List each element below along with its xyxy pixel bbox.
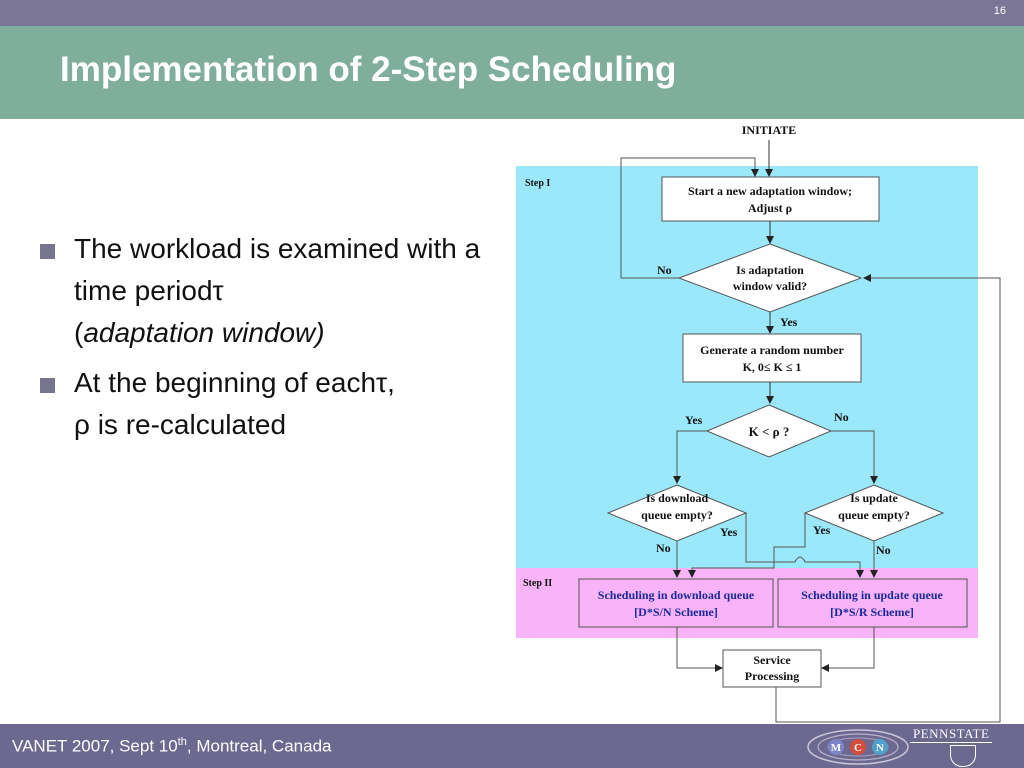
valid-diamond-line1: Is adaptation xyxy=(736,263,804,277)
footer-date: VANET 2007, Sept 10 xyxy=(12,736,178,756)
update-yes-label: Yes xyxy=(813,523,831,537)
k-diamond-text: K < ρ ? xyxy=(748,424,790,439)
download-diamond-line1: Is download xyxy=(645,491,709,505)
random-box-line1: Generate a random number xyxy=(700,343,844,357)
update-diamond-line1: Is update xyxy=(850,491,898,505)
step2-label: Step II xyxy=(523,578,553,589)
pennstate-wordmark: PENNSTATE xyxy=(913,726,990,741)
logo-letter-c: C xyxy=(854,742,862,754)
bullet-text-line2: ρ is re-calculated xyxy=(74,409,287,440)
bullet-italic-text: adaptation window) xyxy=(83,317,325,348)
download-sched-line2: [D*S/N Scheme] xyxy=(634,605,718,619)
pennstate-rule xyxy=(910,742,992,743)
download-yes-label: Yes xyxy=(720,525,738,539)
random-number-box xyxy=(683,334,861,382)
update-sched-line2: [D*S/R Scheme] xyxy=(830,605,914,619)
start-box-line1: Start a new adaptation window; xyxy=(687,184,853,198)
download-sched-line1: Scheduling in download queue xyxy=(597,588,755,602)
logo-letter-n: N xyxy=(876,742,884,754)
comma: , xyxy=(387,367,395,398)
tau-symbol: τ xyxy=(376,367,388,398)
update-diamond-line2: queue empty? xyxy=(838,508,910,522)
random-box-line2: K, 0≤ K ≤ 1 xyxy=(742,360,802,374)
bullet-text: At the beginning of each xyxy=(74,367,377,398)
valid-no-label: No xyxy=(657,263,672,277)
download-diamond-line2: queue empty? xyxy=(641,508,713,522)
step1-label: Step I xyxy=(525,178,551,189)
update-sched-line1: Scheduling in update queue xyxy=(801,588,943,602)
paren-open: ( xyxy=(74,317,84,348)
tau-symbol: τ xyxy=(212,275,224,306)
logo-letter-m: M xyxy=(830,742,842,754)
footer-location: , Montreal, Canada xyxy=(186,736,332,756)
k-yes-label: Yes xyxy=(685,413,703,427)
footer-conference xyxy=(12,736,331,757)
update-no-label: No xyxy=(876,543,891,557)
start-box-line2: Adjust ρ xyxy=(747,201,793,215)
k-no-label: No xyxy=(834,410,849,424)
bullet-text: The workload is examined with a time period xyxy=(74,233,481,306)
download-no-label: No xyxy=(656,541,671,555)
service-line1: Service xyxy=(753,653,791,667)
initiate-label: INITIATE xyxy=(741,123,797,137)
mcn-logo xyxy=(806,728,910,766)
valid-yes-label: Yes xyxy=(780,315,798,329)
valid-diamond-line2: window valid? xyxy=(732,279,808,293)
slide-number: 16 xyxy=(993,5,1006,17)
footer-sup: th xyxy=(177,736,187,748)
pennstate-shield-icon xyxy=(950,745,976,767)
slide-title: Implementation of 2-Step Scheduling xyxy=(60,50,677,89)
service-line2: Processing xyxy=(744,669,800,683)
